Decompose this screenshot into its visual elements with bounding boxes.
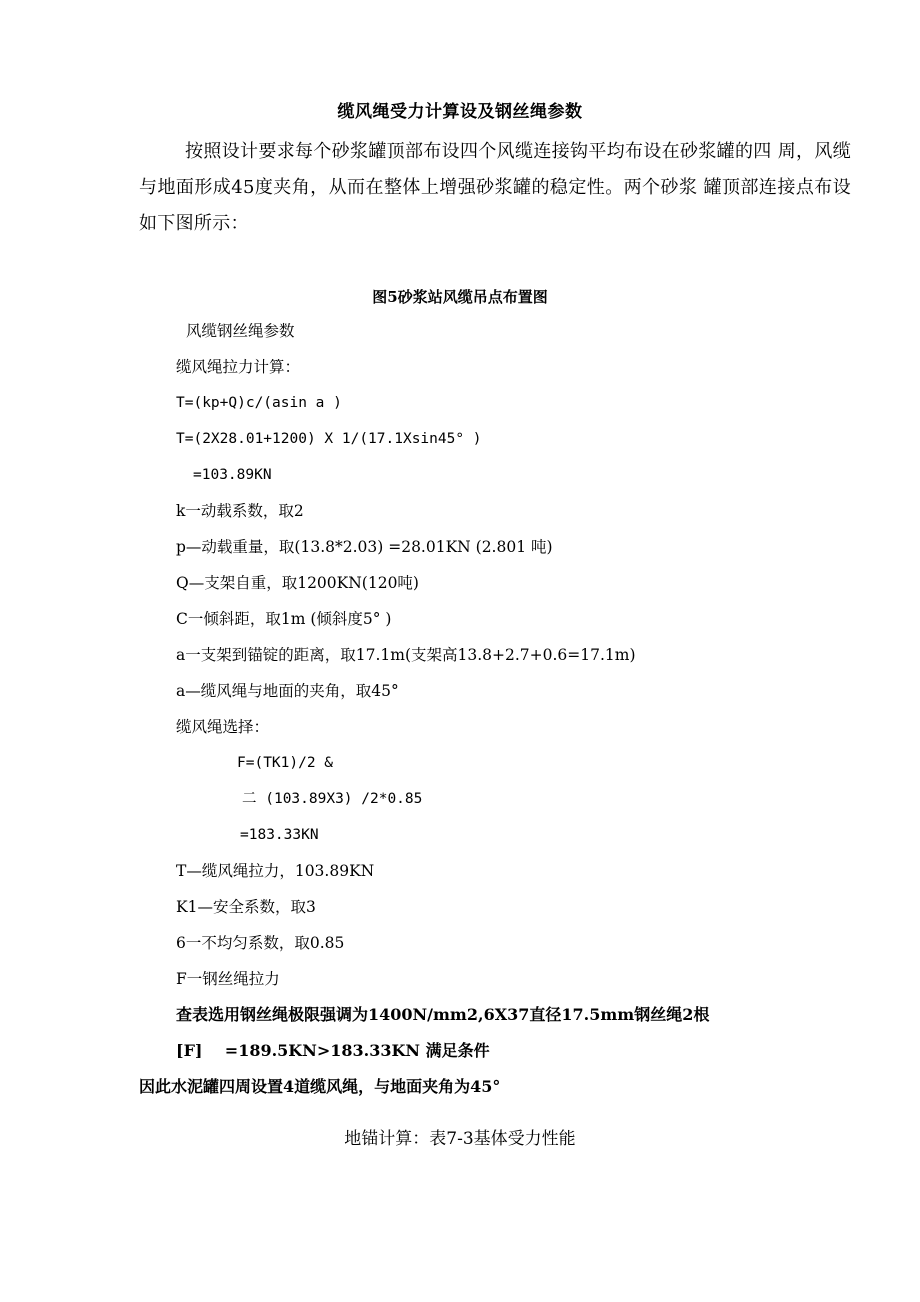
param-t: T—缆风绳拉力，103.89KN <box>176 862 375 880</box>
param-c: C一倾斜距，取1m (倾斜度5° ) <box>176 610 392 628</box>
rope-selection-statement: 查表选用钢丝绳极限强调为1400N/mm2,6X37直径17.5mm钢丝绳2根 <box>176 1005 710 1024</box>
param-p: p—动载重量，取(13.8*2.03) =28.01KN (2.801 吨) <box>176 538 553 556</box>
param-k1: K1—安全系数，取3 <box>176 898 316 916</box>
formula-force-substituted: 二 (103.89X3) /2*0.85 <box>242 791 423 807</box>
anchor-calc-caption: 地锚计算：表7-3基体受力性能 <box>344 1129 576 1149</box>
selection-heading: 缆风绳选择： <box>176 718 270 736</box>
param-unevenness: 6一不均匀系数，取0.85 <box>176 934 345 952</box>
intro-paragraph <box>139 134 851 242</box>
formula-substituted: T=(2X28.01+1200) X 1/(17.1Xsin45° ) <box>176 431 482 447</box>
conclusion-statement: 因此水泥罐四周设置4道缆风绳，与地面夹角为45° <box>139 1077 501 1096</box>
document-title: 缆风绳受力计算设及钢丝绳参数 <box>337 102 583 122</box>
tension-result: =103.89KN <box>193 467 272 483</box>
wire-rope-params-heading: 风缆钢丝绳参数 <box>186 322 295 340</box>
param-q: Q—支架自重，取1200KN(120吨) <box>176 574 419 592</box>
formula-tension: T=(kp+Q)c/(asin a ) <box>176 395 342 411</box>
tension-calc-heading: 缆风绳拉力计算： <box>176 358 301 376</box>
intro-text: 按照设计要求每个砂浆罐顶部布设四个风缆连接钩平均布设在砂浆罐的四 周，风缆与地面形成45度夹角，从而在整体上增强砂浆罐的稳定性。两个砂浆 罐顶部连接点布设如下图所示： <box>139 141 851 234</box>
force-result: =183.33KN <box>240 827 319 843</box>
param-a-angle: a—缆风绳与地面的夹角，取45° <box>176 682 399 700</box>
formula-force: F=(TK1)/2 & <box>237 755 334 771</box>
param-a-distance: a一支架到锚锭的距离，取17.1m(支架高13.8+2.7+0.6=17.1m) <box>176 646 636 664</box>
figure-caption: 图5砂浆站风缆吊点布置图 <box>372 288 548 306</box>
param-k: k一动载系数，取2 <box>176 502 304 520</box>
condition-check: [F] =189.5KN>183.33KN 满足条件 <box>176 1041 490 1060</box>
param-f: F一钢丝绳拉力 <box>176 970 280 988</box>
